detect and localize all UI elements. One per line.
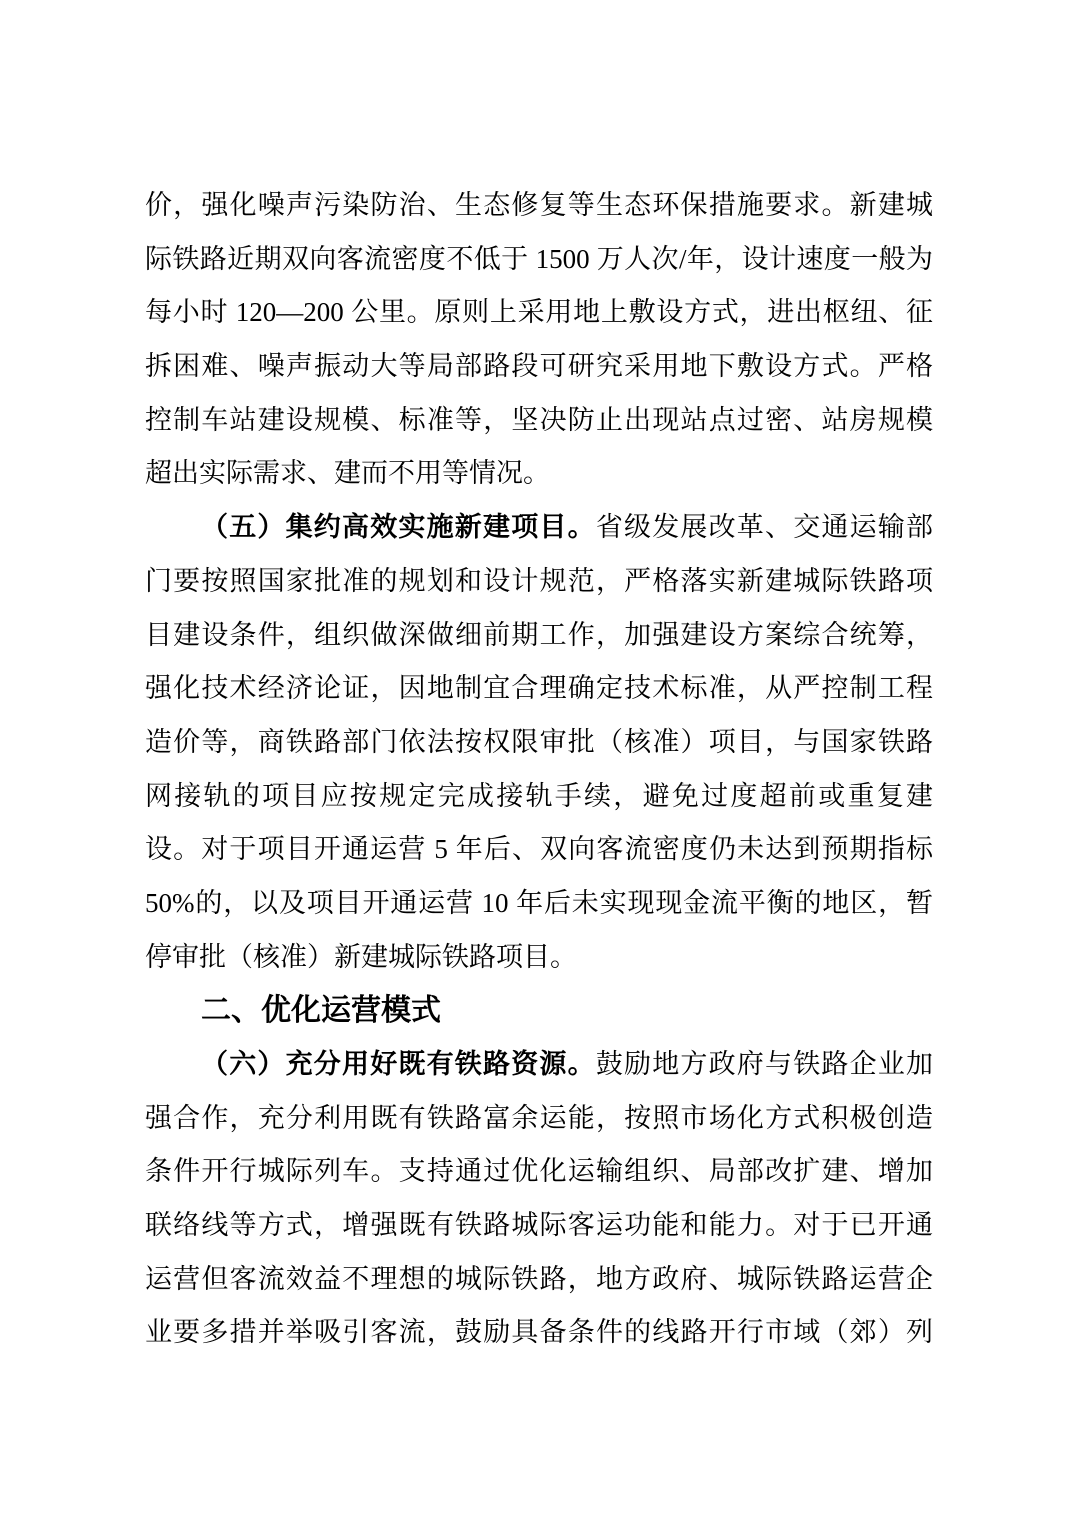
text-line	[145, 1038, 933, 1092]
text-run: 停审批（核准）新建城际铁路项目。	[145, 941, 577, 972]
section-heading	[145, 984, 933, 1038]
text-run: 条件开行城际列车。支持通过优化运输组织、局部改扩建、增加	[145, 1156, 933, 1187]
text-run: 50%的，以及项目开通运营 10 年后未实现现金流平衡的地区，暂	[145, 887, 933, 918]
text-line	[145, 555, 933, 609]
text-run: 业要多措并举吸引客流，鼓励具备条件的线路开行市域（郊）列	[145, 1317, 933, 1348]
text-run: 造价等，商铁路部门依法按权限审批（核准）项目，与国家铁路	[145, 726, 933, 757]
text-line	[145, 340, 933, 394]
text-run: 拆困难、噪声振动大等局部路段可研究采用地下敷设方式。严格	[145, 351, 933, 382]
text-run: 强化技术经济论证，因地制宜合理确定技术标准，从严控制工程	[145, 673, 933, 704]
text-line	[145, 770, 933, 824]
text-run: 强合作，充分利用既有铁路富余运能，按照市场化方式积极创造	[145, 1102, 933, 1133]
text-line	[145, 1092, 933, 1146]
text-line	[145, 1253, 933, 1307]
text-line	[145, 1145, 933, 1199]
text-run: 际铁路近期双向客流密度不低于 1500 万人次/年，设计速度一般为	[145, 243, 933, 274]
emphasis-run: （五）集约高效实施新建项目。	[201, 512, 596, 543]
text-run: 价，强化噪声污染防治、生态修复等生态环保措施要求。新建城	[145, 190, 933, 220]
text-run: 运营但客流效益不理想的城际铁路，地方政府、城际铁路运营企	[145, 1263, 933, 1294]
text-line	[145, 233, 933, 287]
text-run: 网接轨的项目应按规定完成接轨手续，避免过度超前或重复建	[145, 780, 933, 811]
text-run: 设。对于项目开通运营 5 年后、双向客流密度仍未达到预期指标	[145, 834, 933, 865]
text-run: 每小时 120—200 公里。原则上采用地上敷设方式，进出枢纽、征	[145, 297, 933, 328]
text-run: 鼓励地方政府与铁路企业加	[595, 1049, 934, 1079]
text-line	[145, 394, 933, 448]
text-line	[145, 877, 933, 931]
text-line	[145, 179, 933, 233]
text-run: 目建设条件，组织做深做细前期工作，加强建设方案综合统筹，	[145, 619, 933, 650]
emphasis-run: 二、优化运营模式	[201, 994, 441, 1028]
emphasis-run: （六）充分用好既有铁路资源。	[201, 1049, 596, 1079]
text-line	[145, 286, 933, 340]
text-line	[145, 1199, 933, 1253]
text-line	[145, 447, 933, 501]
document-body	[145, 179, 933, 1360]
text-line	[145, 501, 933, 555]
text-line	[145, 823, 933, 877]
text-run: 联络线等方式，增强既有铁路城际客运功能和能力。对于已开通	[145, 1210, 933, 1241]
text-run: 门要按照国家批准的规划和设计规范，严格落实新建城际铁路项	[145, 565, 933, 596]
text-run: 控制车站建设规模、标准等，坚决防止出现站点过密、站房规模	[145, 404, 933, 435]
text-run: 省级发展改革、交通运输部	[595, 512, 934, 543]
text-line	[145, 609, 933, 663]
text-line	[145, 716, 933, 770]
text-line	[145, 931, 933, 985]
text-run: 超出实际需求、建而不用等情况。	[145, 458, 550, 489]
text-line	[145, 662, 933, 716]
text-line	[145, 1306, 933, 1360]
